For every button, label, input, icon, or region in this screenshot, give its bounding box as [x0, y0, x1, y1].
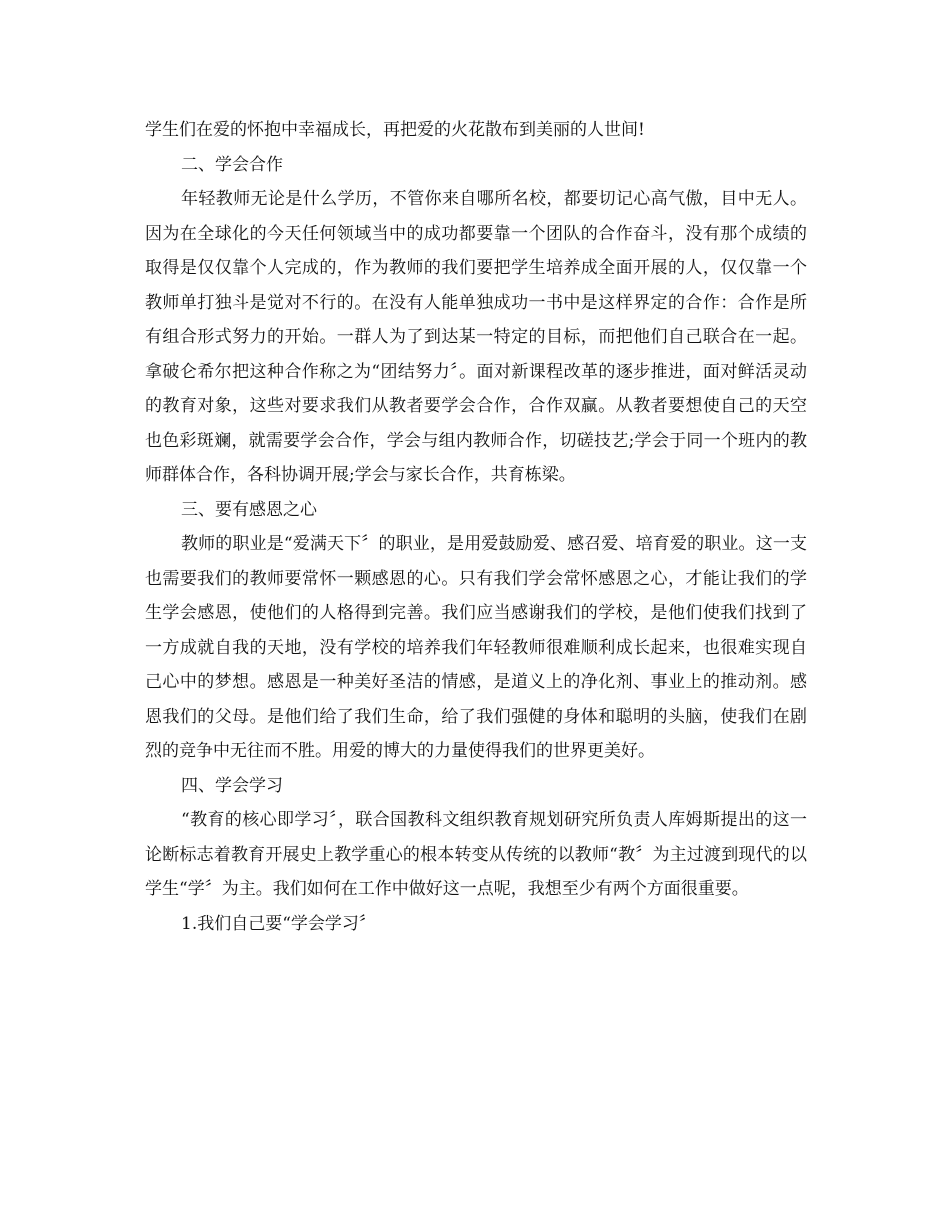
- section-heading-learning: 四、学会学习: [181, 775, 283, 796]
- paragraph-learning: “教育的核心即学习〞，联合国教科文组织教育规划研究所负责人库姆斯提出的这一论断标志着教育开展史上教学重心的根本转变从传统的以教师“教〞为主过渡到现代的以学生“学〞为主。我们如何在工作中做好这一点呢，我想至少有两个方面很重要。: [145, 810, 807, 899]
- paragraph-continuation: 学生们在爱的怀抱中幸福成长，再把爱的火花散布到美丽的人世间!: [145, 120, 645, 140]
- paragraph-gratitude: 教师的职业是“爱满天下〞的职业，是用爱鼓励爱、感召爱、培育爱的职业。这一支也需要我们的教师要常怀一颗感恩的心。只有我们学会常怀感恩之心，才能让我们的学生学会感恩，使他们的人格得到完善。我们应当感谢我们的学校，是他们使我们找到了一方成就自我的天地，没有学校的培养我们年轻教师很难顺利成长起来，也很难实现自己心中的梦想。感恩是一种美好圣洁的情感，是道义上的净化剂、事业上的推动剂。感恩我们的父母。是他们给了我们生命，给了我们强健的身体和聪明的头脑，使我们在剧烈的竞争中无往而不胜。用爱的博大的力量使得我们的世界更美好。: [145, 534, 807, 761]
- section-heading-cooperation: 二、学会合作: [181, 154, 283, 175]
- subsection-heading-learn-to-learn: 1.我们自己要“学会学习〞: [181, 913, 376, 934]
- section-heading-gratitude: 三、要有感恩之心: [181, 499, 317, 520]
- document-page: [145, 113, 807, 941]
- paragraph-cooperation: 年轻教师无论是什么学历，不管你来自哪所名校，都要切记心高气傲，目中无人。因为在全球化的今天任何领域当中的成功都要靠一个团队的合作奋斗，没有那个成绩的取得是仅仅靠个人完成的，作为教师的我们要把学生培养成全面开展的人，仅仅靠一个教师单打独斗是觉对不行的。在没有人能单独成功一书中是这样界定的合作：合作是所有组合形式努力的开始。一群人为了到达某一特定的目标，而把他们自己联合在一起。拿破仑希尔把这种合作称之为“团结努力〞。面对新课程改革的逐步推进，面对鲜活灵动的教育对象，这些对要求我们从教者要学会合作，合作双赢。从教者要想使自己的天空也色彩斑斓，就需要学会合作，学会与组内教师合作，切磋技艺;学会于同一个班内的教师群体合作，各科协调开展;学会与家长合作，共育栋梁。: [145, 189, 807, 485]
